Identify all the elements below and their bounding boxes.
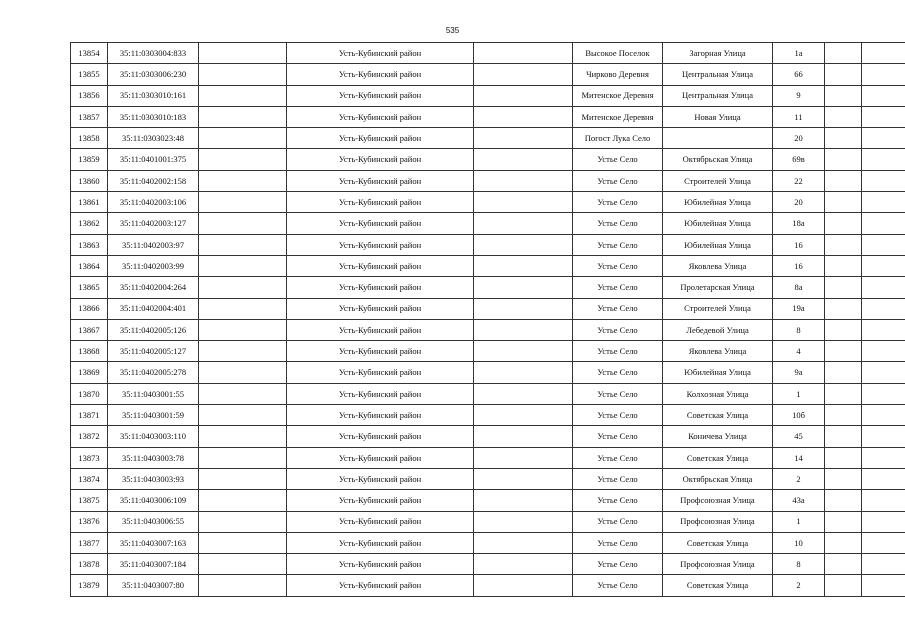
house-number-cell: 4: [773, 341, 825, 362]
row-number-cell: 13876: [71, 511, 108, 532]
settlement-cell: Высокое Поселок: [573, 43, 663, 64]
street-cell: Яковлева Улица: [663, 255, 773, 276]
blank-cell: [862, 405, 905, 426]
house-number-cell: 66: [773, 64, 825, 85]
blank-cell: [199, 128, 287, 149]
settlement-cell: Устье Село: [573, 213, 663, 234]
row-number-cell: 13878: [71, 554, 108, 575]
blank-cell: [199, 170, 287, 191]
street-cell: Профсоюзная Улица: [663, 511, 773, 532]
cadastral-number-cell: 35:11:0403006:109: [108, 490, 199, 511]
blank-cell: [474, 192, 573, 213]
district-cell: Усть-Кубинский район: [287, 43, 474, 64]
house-number-cell: 14: [773, 447, 825, 468]
blank-cell: [474, 213, 573, 234]
blank-cell: [199, 511, 287, 532]
settlement-cell: Устье Село: [573, 277, 663, 298]
district-cell: Усть-Кубинский район: [287, 85, 474, 106]
settlement-cell: Чирково Деревня: [573, 64, 663, 85]
blank-cell: [862, 447, 905, 468]
register-body: [71, 43, 905, 597]
cadastral-number-cell: 35:11:0402003:127: [108, 213, 199, 234]
settlement-cell: Устье Село: [573, 170, 663, 191]
table-row: [71, 511, 905, 532]
house-number-cell: 11: [773, 106, 825, 127]
cadastral-number-cell: 35:11:0403007:80: [108, 575, 199, 596]
blank-cell: [862, 255, 905, 276]
blank-cell: [825, 298, 862, 319]
street-cell: Октябрьская Улица: [663, 149, 773, 170]
district-cell: Усть-Кубинский район: [287, 298, 474, 319]
street-cell: Пролетарская Улица: [663, 277, 773, 298]
district-cell: Усть-Кубинский район: [287, 468, 474, 489]
table-row: [71, 447, 905, 468]
blank-cell: [825, 554, 862, 575]
table-row: [71, 234, 905, 255]
blank-cell: [474, 106, 573, 127]
street-cell: Октябрьская Улица: [663, 468, 773, 489]
blank-cell: [825, 85, 862, 106]
cadastral-number-cell: 35:11:0303006:230: [108, 64, 199, 85]
settlement-cell: Устье Село: [573, 511, 663, 532]
blank-cell: [474, 43, 573, 64]
blank-cell: [862, 234, 905, 255]
house-number-cell: 2: [773, 575, 825, 596]
district-cell: Усть-Кубинский район: [287, 192, 474, 213]
blank-cell: [199, 234, 287, 255]
blank-cell: [862, 213, 905, 234]
house-number-cell: 20: [773, 192, 825, 213]
blank-cell: [862, 383, 905, 404]
blank-cell: [862, 298, 905, 319]
blank-cell: [862, 532, 905, 553]
cadastral-number-cell: 35:11:0403003:110: [108, 426, 199, 447]
blank-cell: [862, 490, 905, 511]
blank-cell: [474, 426, 573, 447]
cadastral-number-cell: 35:11:0402003:97: [108, 234, 199, 255]
row-number-cell: 13857: [71, 106, 108, 127]
blank-cell: [862, 511, 905, 532]
blank-cell: [474, 383, 573, 404]
row-number-cell: 13879: [71, 575, 108, 596]
table-row: [71, 43, 905, 64]
settlement-cell: Устье Село: [573, 575, 663, 596]
table-row: [71, 532, 905, 553]
row-number-cell: 13854: [71, 43, 108, 64]
cadastral-number-cell: 35:11:0403007:163: [108, 532, 199, 553]
blank-cell: [825, 405, 862, 426]
row-number-cell: 13860: [71, 170, 108, 191]
blank-cell: [825, 319, 862, 340]
blank-cell: [199, 43, 287, 64]
district-cell: Усть-Кубинский район: [287, 319, 474, 340]
row-number-cell: 13866: [71, 298, 108, 319]
blank-cell: [862, 575, 905, 596]
blank-cell: [474, 511, 573, 532]
district-cell: Усть-Кубинский район: [287, 575, 474, 596]
settlement-cell: Устье Село: [573, 490, 663, 511]
house-number-cell: 19а: [773, 298, 825, 319]
settlement-cell: Устье Село: [573, 149, 663, 170]
property-register-table: [70, 42, 905, 597]
blank-cell: [825, 532, 862, 553]
settlement-cell: Устье Село: [573, 192, 663, 213]
district-cell: Усть-Кубинский район: [287, 405, 474, 426]
table-row: [71, 298, 905, 319]
table-row: [71, 255, 905, 276]
settlement-cell: Устье Село: [573, 383, 663, 404]
blank-cell: [199, 85, 287, 106]
blank-cell: [474, 255, 573, 276]
row-number-cell: 13855: [71, 64, 108, 85]
settlement-cell: Устье Село: [573, 319, 663, 340]
blank-cell: [862, 128, 905, 149]
house-number-cell: 9а: [773, 362, 825, 383]
house-number-cell: 16: [773, 234, 825, 255]
cadastral-number-cell: 35:11:0403003:78: [108, 447, 199, 468]
blank-cell: [825, 255, 862, 276]
district-cell: Усть-Кубинский район: [287, 128, 474, 149]
blank-cell: [199, 426, 287, 447]
street-cell: Яковлева Улица: [663, 341, 773, 362]
row-number-cell: 13870: [71, 383, 108, 404]
cadastral-number-cell: 35:11:0402002:158: [108, 170, 199, 191]
blank-cell: [825, 447, 862, 468]
blank-cell: [474, 234, 573, 255]
blank-cell: [862, 426, 905, 447]
district-cell: Усть-Кубинский район: [287, 234, 474, 255]
table-row: [71, 468, 905, 489]
settlement-cell: Устье Село: [573, 426, 663, 447]
table-row: [71, 490, 905, 511]
cadastral-number-cell: 35:11:0403003:93: [108, 468, 199, 489]
blank-cell: [862, 341, 905, 362]
row-number-cell: 13861: [71, 192, 108, 213]
street-cell: Строителей Улица: [663, 170, 773, 191]
house-number-cell: 20: [773, 128, 825, 149]
blank-cell: [474, 64, 573, 85]
table-row: [71, 341, 905, 362]
settlement-cell: Митенское Деревня: [573, 106, 663, 127]
house-number-cell: 8: [773, 319, 825, 340]
row-number-cell: 13877: [71, 532, 108, 553]
district-cell: Усть-Кубинский район: [287, 170, 474, 191]
row-number-cell: 13874: [71, 468, 108, 489]
blank-cell: [474, 319, 573, 340]
row-number-cell: 13875: [71, 490, 108, 511]
table-row: [71, 426, 905, 447]
row-number-cell: 13862: [71, 213, 108, 234]
blank-cell: [199, 319, 287, 340]
street-cell: Коничева Улица: [663, 426, 773, 447]
settlement-cell: Устье Село: [573, 362, 663, 383]
table-row: [71, 383, 905, 404]
row-number-cell: 13868: [71, 341, 108, 362]
blank-cell: [199, 554, 287, 575]
blank-cell: [474, 277, 573, 298]
blank-cell: [825, 426, 862, 447]
table-row: [71, 575, 905, 596]
settlement-cell: Устье Село: [573, 405, 663, 426]
cadastral-number-cell: 35:11:0402004:264: [108, 277, 199, 298]
table-row: [71, 362, 905, 383]
street-cell: [663, 128, 773, 149]
cadastral-number-cell: 35:11:0403001:55: [108, 383, 199, 404]
blank-cell: [825, 128, 862, 149]
blank-cell: [474, 490, 573, 511]
cadastral-number-cell: 35:11:0403006:55: [108, 511, 199, 532]
blank-cell: [825, 383, 862, 404]
blank-cell: [199, 362, 287, 383]
street-cell: Советская Улица: [663, 575, 773, 596]
district-cell: Усть-Кубинский район: [287, 532, 474, 553]
blank-cell: [862, 43, 905, 64]
blank-cell: [825, 277, 862, 298]
row-number-cell: 13871: [71, 405, 108, 426]
row-number-cell: 13872: [71, 426, 108, 447]
district-cell: Усть-Кубинский район: [287, 64, 474, 85]
settlement-cell: Устье Село: [573, 468, 663, 489]
blank-cell: [474, 554, 573, 575]
blank-cell: [199, 405, 287, 426]
table-row: [71, 106, 905, 127]
street-cell: Новая Улица: [663, 106, 773, 127]
district-cell: Усть-Кубинский район: [287, 277, 474, 298]
table-row: [71, 192, 905, 213]
district-cell: Усть-Кубинский район: [287, 362, 474, 383]
street-cell: Юбилейная Улица: [663, 192, 773, 213]
house-number-cell: 1: [773, 383, 825, 404]
settlement-cell: Устье Село: [573, 234, 663, 255]
district-cell: Усть-Кубинский район: [287, 341, 474, 362]
table-row: [71, 149, 905, 170]
blank-cell: [862, 192, 905, 213]
cadastral-number-cell: 35:11:0402005:127: [108, 341, 199, 362]
blank-cell: [825, 341, 862, 362]
blank-cell: [825, 64, 862, 85]
table-row: [71, 128, 905, 149]
street-cell: Юбилейная Улица: [663, 234, 773, 255]
blank-cell: [199, 64, 287, 85]
blank-cell: [862, 170, 905, 191]
table-row: [71, 319, 905, 340]
blank-cell: [862, 554, 905, 575]
blank-cell: [199, 149, 287, 170]
blank-cell: [825, 490, 862, 511]
row-number-cell: 13873: [71, 447, 108, 468]
house-number-cell: 16: [773, 255, 825, 276]
blank-cell: [862, 468, 905, 489]
blank-cell: [474, 532, 573, 553]
blank-cell: [862, 106, 905, 127]
blank-cell: [825, 43, 862, 64]
blank-cell: [199, 213, 287, 234]
blank-cell: [474, 170, 573, 191]
table-row: [71, 405, 905, 426]
house-number-cell: 10б: [773, 405, 825, 426]
blank-cell: [862, 277, 905, 298]
blank-cell: [862, 319, 905, 340]
cadastral-number-cell: 35:11:0402004:401: [108, 298, 199, 319]
table-row: [71, 170, 905, 191]
row-number-cell: 13864: [71, 255, 108, 276]
settlement-cell: Устье Село: [573, 532, 663, 553]
blank-cell: [825, 149, 862, 170]
street-cell: Загорная Улица: [663, 43, 773, 64]
cadastral-number-cell: 35:11:0401001:375: [108, 149, 199, 170]
blank-cell: [199, 277, 287, 298]
district-cell: Усть-Кубинский район: [287, 106, 474, 127]
blank-cell: [862, 85, 905, 106]
blank-cell: [825, 213, 862, 234]
settlement-cell: Устье Село: [573, 298, 663, 319]
district-cell: Усть-Кубинский район: [287, 554, 474, 575]
table-row: [71, 277, 905, 298]
settlement-cell: Митенское Деревня: [573, 85, 663, 106]
street-cell: Советская Улица: [663, 405, 773, 426]
house-number-cell: 45: [773, 426, 825, 447]
house-number-cell: 1а: [773, 43, 825, 64]
district-cell: Усть-Кубинский район: [287, 255, 474, 276]
street-cell: Колхозная Улица: [663, 383, 773, 404]
street-cell: Юбилейная Улица: [663, 362, 773, 383]
blank-cell: [474, 341, 573, 362]
table-row: [71, 85, 905, 106]
row-number-cell: 13858: [71, 128, 108, 149]
blank-cell: [825, 575, 862, 596]
cadastral-number-cell: 35:11:0403001:59: [108, 405, 199, 426]
blank-cell: [199, 341, 287, 362]
street-cell: Профсоюзная Улица: [663, 490, 773, 511]
street-cell: Лебедевой Улица: [663, 319, 773, 340]
blank-cell: [825, 192, 862, 213]
house-number-cell: 10: [773, 532, 825, 553]
house-number-cell: 1: [773, 511, 825, 532]
cadastral-number-cell: 35:11:0303004:833: [108, 43, 199, 64]
blank-cell: [825, 106, 862, 127]
blank-cell: [474, 468, 573, 489]
house-number-cell: 69в: [773, 149, 825, 170]
blank-cell: [825, 468, 862, 489]
blank-cell: [199, 468, 287, 489]
settlement-cell: Устье Село: [573, 447, 663, 468]
blank-cell: [825, 362, 862, 383]
cadastral-number-cell: 35:11:0402005:278: [108, 362, 199, 383]
row-number-cell: 13859: [71, 149, 108, 170]
blank-cell: [825, 234, 862, 255]
street-cell: Центральная Улица: [663, 85, 773, 106]
district-cell: Усть-Кубинский район: [287, 490, 474, 511]
district-cell: Усть-Кубинский район: [287, 213, 474, 234]
street-cell: Профсоюзная Улица: [663, 554, 773, 575]
blank-cell: [199, 490, 287, 511]
cadastral-number-cell: 35:11:0402003:99: [108, 255, 199, 276]
blank-cell: [474, 447, 573, 468]
blank-cell: [199, 298, 287, 319]
table-row: [71, 213, 905, 234]
cadastral-number-cell: 35:11:0303010:183: [108, 106, 199, 127]
street-cell: Советская Улица: [663, 447, 773, 468]
house-number-cell: 8: [773, 554, 825, 575]
district-cell: Усть-Кубинский район: [287, 511, 474, 532]
district-cell: Усть-Кубинский район: [287, 426, 474, 447]
blank-cell: [862, 362, 905, 383]
district-cell: Усть-Кубинский район: [287, 149, 474, 170]
blank-cell: [825, 170, 862, 191]
blank-cell: [862, 149, 905, 170]
settlement-cell: Погост Лука Село: [573, 128, 663, 149]
house-number-cell: 18а: [773, 213, 825, 234]
blank-cell: [199, 383, 287, 404]
settlement-cell: Устье Село: [573, 554, 663, 575]
blank-cell: [474, 405, 573, 426]
street-cell: Строителей Улица: [663, 298, 773, 319]
blank-cell: [199, 192, 287, 213]
cadastral-number-cell: 35:11:0303010:161: [108, 85, 199, 106]
district-cell: Усть-Кубинский район: [287, 383, 474, 404]
blank-cell: [862, 64, 905, 85]
district-cell: Усть-Кубинский район: [287, 447, 474, 468]
street-cell: Советская Улица: [663, 532, 773, 553]
cadastral-number-cell: 35:11:0403007:184: [108, 554, 199, 575]
page-number: 535: [445, 26, 460, 35]
blank-cell: [474, 362, 573, 383]
blank-cell: [199, 532, 287, 553]
house-number-cell: 2: [773, 468, 825, 489]
house-number-cell: 8а: [773, 277, 825, 298]
settlement-cell: Устье Село: [573, 341, 663, 362]
table-row: [71, 554, 905, 575]
house-number-cell: 9: [773, 85, 825, 106]
cadastral-number-cell: 35:11:0303023:48: [108, 128, 199, 149]
street-cell: Центральная Улица: [663, 64, 773, 85]
row-number-cell: 13869: [71, 362, 108, 383]
blank-cell: [199, 447, 287, 468]
blank-cell: [474, 298, 573, 319]
blank-cell: [474, 149, 573, 170]
blank-cell: [474, 128, 573, 149]
table-row: [71, 64, 905, 85]
street-cell: Юбилейная Улица: [663, 213, 773, 234]
cadastral-number-cell: 35:11:0402005:126: [108, 319, 199, 340]
blank-cell: [199, 255, 287, 276]
settlement-cell: Устье Село: [573, 255, 663, 276]
row-number-cell: 13865: [71, 277, 108, 298]
house-number-cell: 22: [773, 170, 825, 191]
blank-cell: [199, 575, 287, 596]
blank-cell: [474, 85, 573, 106]
house-number-cell: 43а: [773, 490, 825, 511]
row-number-cell: 13856: [71, 85, 108, 106]
cadastral-number-cell: 35:11:0402003:106: [108, 192, 199, 213]
blank-cell: [199, 106, 287, 127]
blank-cell: [474, 575, 573, 596]
blank-cell: [825, 511, 862, 532]
row-number-cell: 13863: [71, 234, 108, 255]
row-number-cell: 13867: [71, 319, 108, 340]
